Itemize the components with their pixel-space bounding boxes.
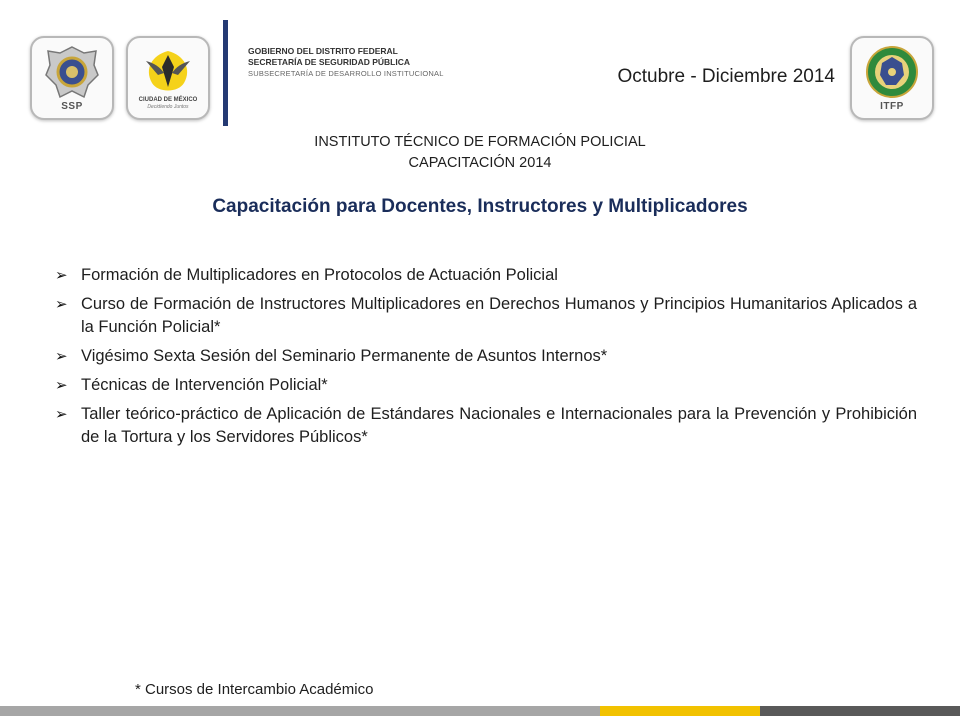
- arrow-bullet-icon: ➢: [55, 296, 68, 313]
- header-divider: [223, 20, 228, 126]
- course-text: Curso de Formación de Instructores Multiplicadores en Derechos Humanos y Principios Humanitarios Aplicados a la Función Policial*: [81, 295, 917, 336]
- footer-bar-yellow: [600, 706, 760, 716]
- arrow-bullet-icon: ➢: [55, 377, 68, 394]
- list-item: [55, 374, 917, 397]
- cdmx-label-line2: Decidiendo Juntos: [147, 103, 189, 110]
- cdmx-label-line1: CIUDAD DE MÉXICO: [138, 96, 198, 103]
- itfp-seal-icon: [864, 45, 920, 99]
- course-text: Formación de Multiplicadores en Protocolos de Actuación Policial: [81, 266, 558, 284]
- itfp-logo: [850, 36, 934, 120]
- training-year: CAPACITACIÓN 2014: [408, 155, 552, 171]
- list-item: [55, 264, 917, 287]
- footnote: * Cursos de Intercambio Académico: [135, 681, 374, 698]
- course-list: [55, 264, 917, 455]
- ssp-badge-icon: [44, 45, 100, 99]
- course-text: Vigésimo Sexta Sesión del Seminario Permanente de Asuntos Internos*: [81, 347, 608, 365]
- government-line3: SUBSECRETARÍA DE DESARROLLO INSTITUCIONAL: [248, 69, 444, 78]
- government-line1: GOBIERNO DEL DISTRITO FEDERAL: [248, 46, 398, 56]
- footer-bar-dark: [760, 706, 960, 716]
- angel-emblem-icon: [138, 47, 198, 97]
- period-label: Octubre - Diciembre 2014: [617, 66, 835, 87]
- cdmx-logo: [126, 36, 210, 120]
- arrow-bullet-icon: ➢: [55, 348, 68, 365]
- arrow-bullet-icon: ➢: [55, 267, 68, 284]
- government-block: [248, 46, 444, 79]
- list-item: [55, 403, 917, 449]
- institute-name: INSTITUTO TÉCNICO DE FORMACIÓN POLICIAL: [314, 134, 646, 150]
- itfp-logo-label: ITFP: [880, 100, 904, 112]
- course-text: Taller teórico-práctico de Aplicación de Estándares Nacionales e Internacionales para la Prevención y Prohibición de la Tortura y los Servidores Públicos*: [81, 405, 917, 446]
- government-line2: SECRETARÍA DE SEGURIDAD PÚBLICA: [248, 57, 410, 67]
- list-item: [55, 293, 917, 339]
- course-text: Técnicas de Intervención Policial*: [81, 376, 328, 394]
- page-title: Capacitación para Docentes, Instructores y Multiplicadores: [212, 196, 748, 217]
- list-item: [55, 345, 917, 368]
- ssp-logo: [30, 36, 114, 120]
- arrow-bullet-icon: ➢: [55, 406, 68, 423]
- ssp-logo-label: SSP: [61, 100, 83, 112]
- footer-bar-gray: [0, 706, 600, 716]
